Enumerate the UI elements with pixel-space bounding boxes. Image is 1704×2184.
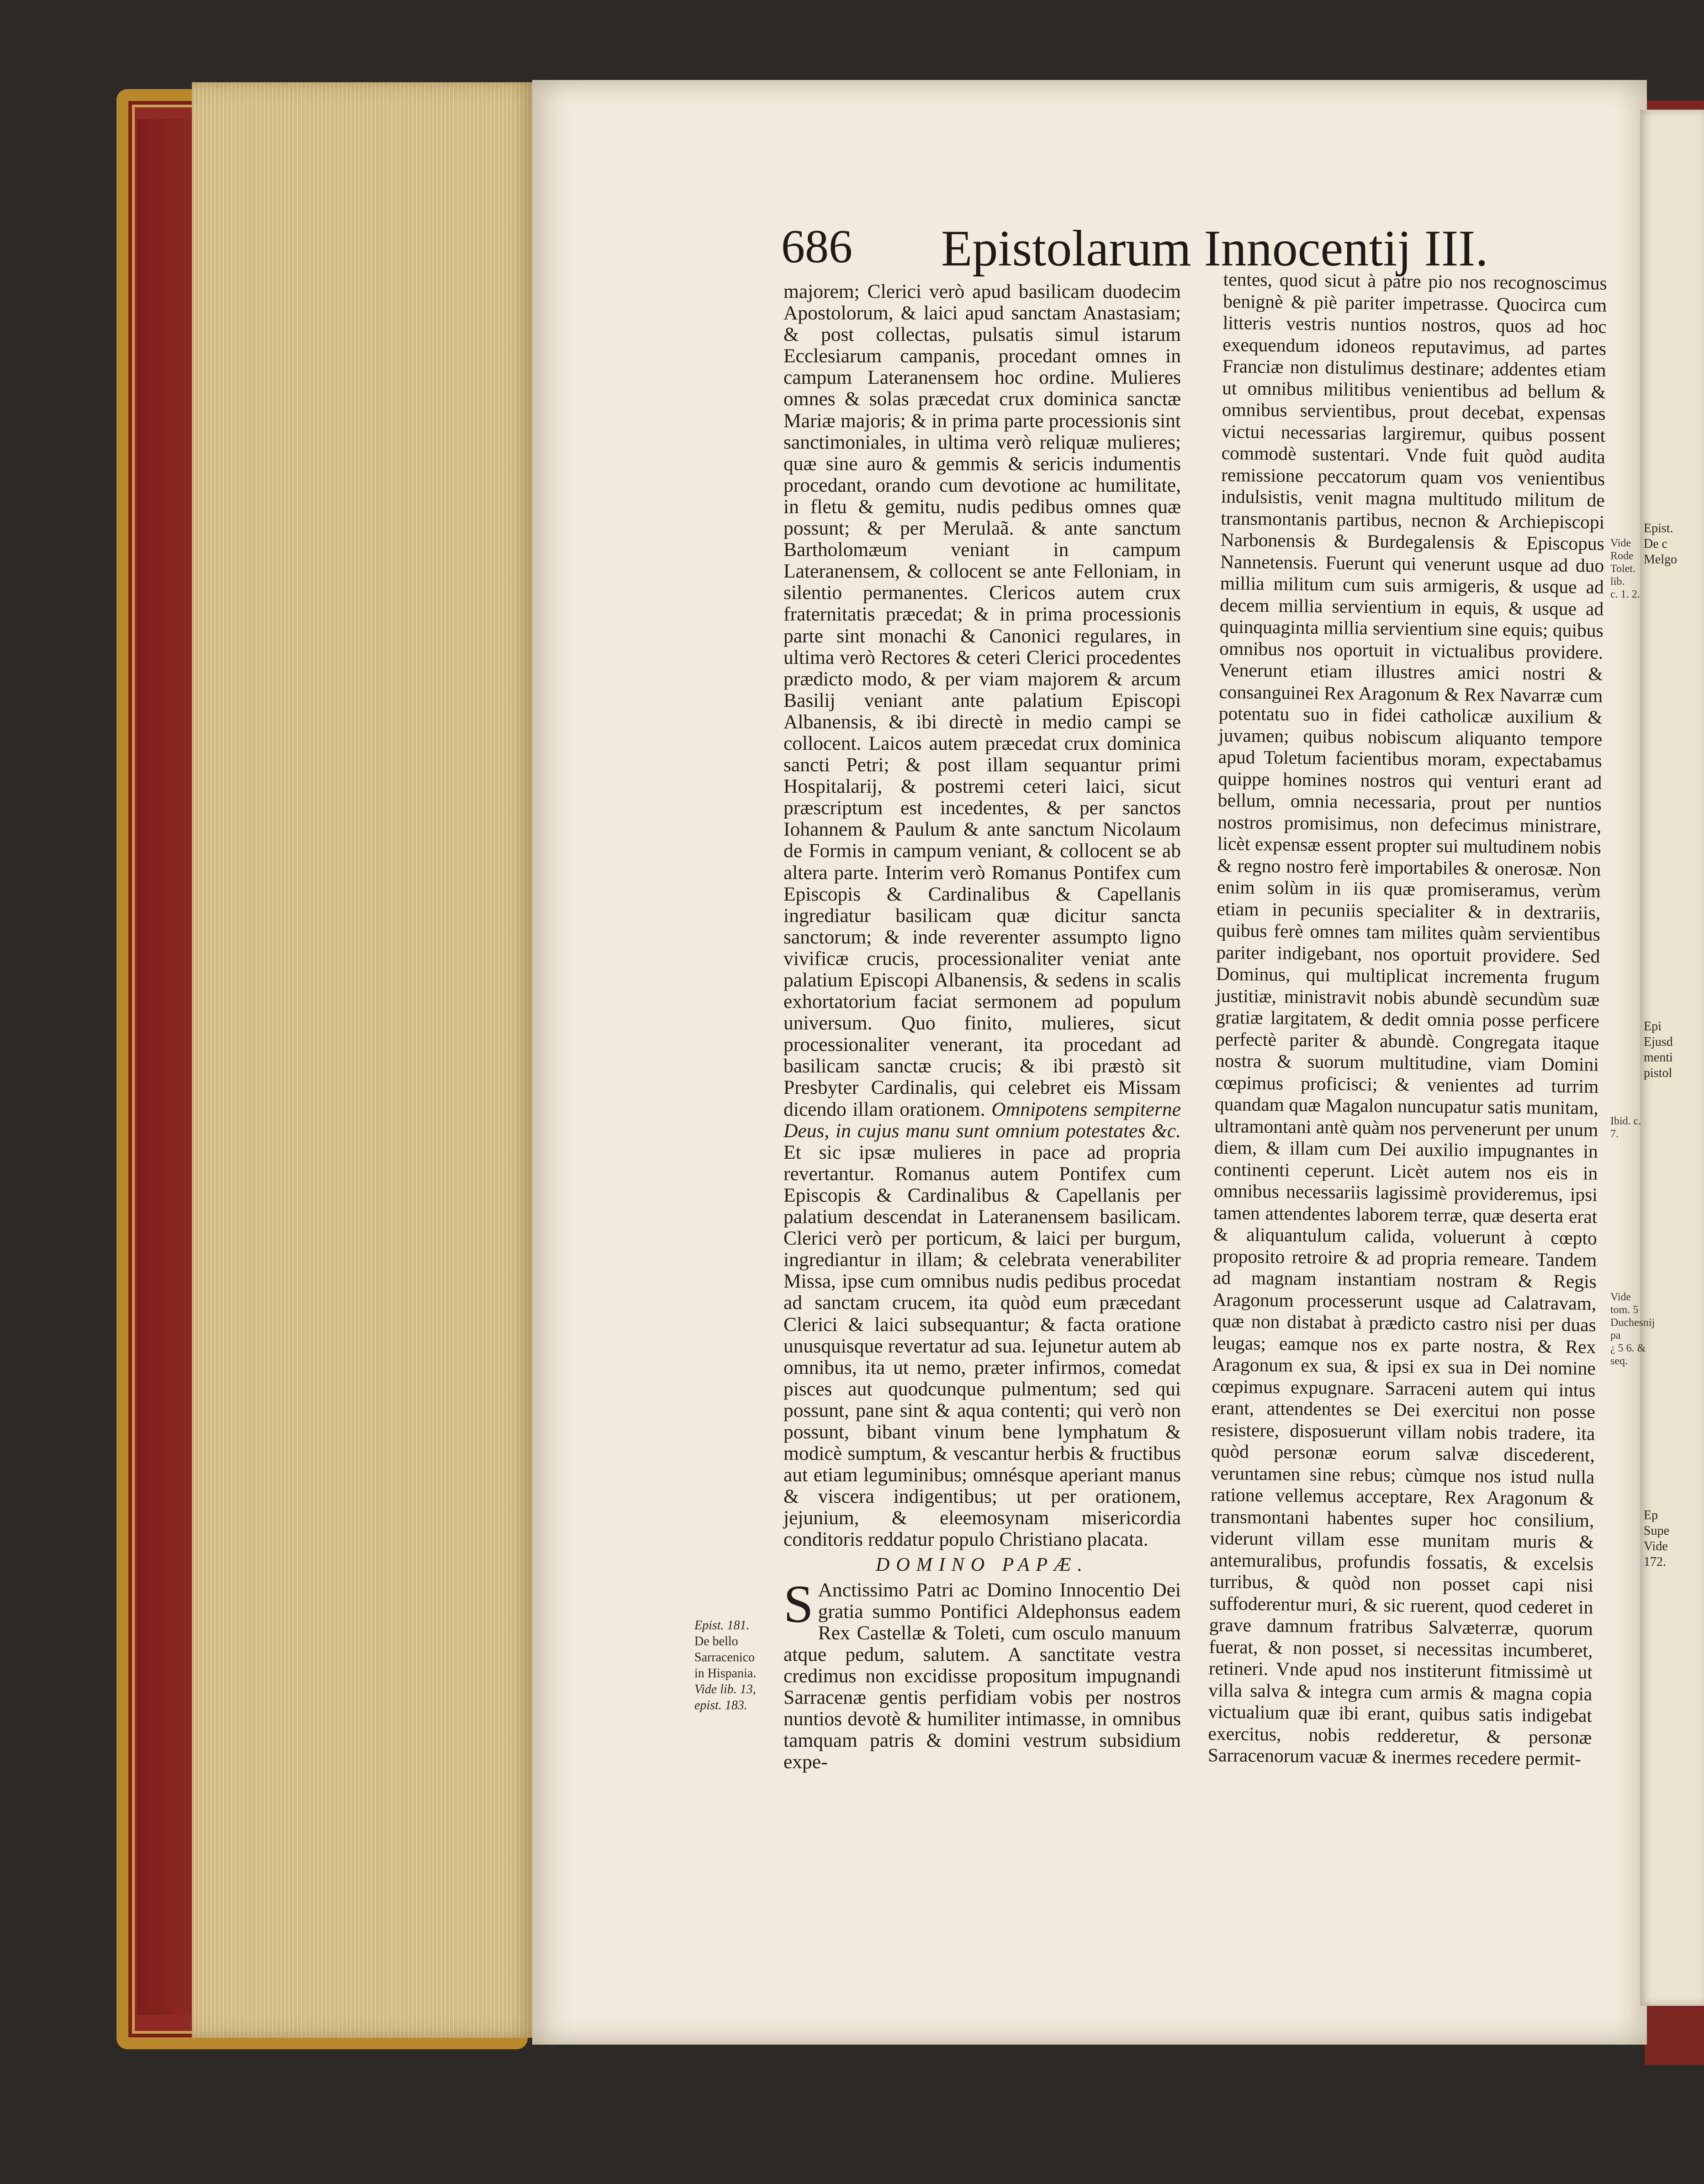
next-page-note-3 — [1644, 1508, 1669, 1570]
note-line: Vide tom. 5 — [1610, 1291, 1639, 1316]
note-line: Vide lib. 13, epist. 183. — [694, 1682, 756, 1712]
np-line: Vide — [1644, 1539, 1668, 1553]
italic-prayer: Omnipotens sempiterne Deus, in cujus manu sunt omnium potestates &c. — [783, 1098, 1181, 1142]
text-column-right — [1208, 269, 1607, 1770]
np-line: Melgo — [1644, 552, 1678, 567]
next-page-note-2 — [1644, 1019, 1673, 1081]
note-line: Ibid. c. 7. — [1610, 1115, 1641, 1140]
note-line: Epist. 181. — [694, 1618, 750, 1633]
page-block-edges — [192, 82, 534, 2038]
body-text: majorem; Clerici verò apud basilicam duodecim Apostolorum, & laici apud sanctam Anastasiam; & post collectas, pulsatis simul istarum Ecclesiarum campanis, procedant omnes in campum Lateranensem hoc ordine. Mulieres omnes & solas præcedat crux dominica sanctæ Mariæ majoris; & in prima parte processionis sint sanctimoniales, in ultima verò reliquæ mulieres; quæ sine auro & gemmis & sericis indumentis procedant, orando cum devotione ac humilitate, in fletu & gemitu, nudis pedibus omnes quæ possunt; & per Merulaã. & ante sanctum Bartholomæum veniant in campum Lateranensem, & collocent se ante Felloniam, in silentio permanentes. Clericos autem crux fraternitatis præcedat; & in prima processionis parte sint monachi & Canonici regulares, in ultima verò Rectores & ceteri Clerici procedentes prædicto modo, & per viam majorem & arcum Basilij veniant ante palatium Episcopi Albanensis, & ibi directè in medio campi se collocent. Laicos autem præcedat crux dominica sancti Petri; & post illam sequantur primi Hospitalarij, & postremi ceteri laici, sicut præscriptum est incedentes, & per sanctos Iohannem & Paulum & ante sanctum Nicolaum de Formis in campum veniant, & collocent se ab altera parte. Interim verò Romanus Pontifex cum Episcopis & Cardinalibus & Capellanis ingrediatur basilicam quæ dicitur sancta sanctorum; & inde reverenter assumpto ligno vivificæ crucis, processionaliter veniat ante palatium Episcopi Albanensis, & sedens in scalis exhortatorium faciat sermonem ad populum universum. Quo finito, mulieres, sicut processionaliter venerant, ita procedant ad basilicam sanctæ crucis; & ibi præstò sit Presbyter Cardinalis, qui celebret eis Missam dicendo illam orationem. — [783, 281, 1181, 1120]
drop-cap: S — [783, 1574, 814, 1634]
np-line: 172. — [1644, 1555, 1666, 1569]
letter-text: Anctissimo Patri ac Domino Innocentio Dei gratia summo Pontifici Aldephonsus eadem Rex Castellæ & Toleti, cum osculo manuum atque pedum, salutem. A sanctitate vestra credimus non excidisse propositum impugnandi Sarracenæ gentis perfidiam vobis per nostros nuntios devotè & humiliter intimasse, in omnibus tamquam patris & domini vestrum subsidium expe- — [783, 1579, 1181, 1773]
note-line: Vide Rode — [1610, 537, 1634, 562]
note-line: ¿ 5 6. & seq. — [1610, 1342, 1646, 1367]
note-line: c. 1. 2. — [1610, 588, 1640, 600]
note-line: De bello Sarracenico in Hispania. — [694, 1634, 757, 1680]
np-line: Ep — [1644, 1508, 1658, 1522]
margin-note-right-2 — [1610, 1115, 1651, 1140]
body-text: Et sic ipsæ mulieres in pace ad propria revertantur. Romanus autem Pontifex cum Episcopis & Cardinalibus & Capellanis per palatium descendat in Lateranensem basilicam. Clerici verò per porticum, & laici per burgum, ingrediantur in illam; & celebrata venerabiliter Missa, ipse cum omnibus nudis pedibus procedat ad sanctam crucem, ita quòd eum præcedant Clerici & laici subsequantur; & facta oratione unusquisque revertatur ad sua. Iejunetur autem ab omnibus, ita ut nemo, præter infirmos, comedat pisces aut quodcunque pulmentum; sed qui possunt, pane sint & aqua contenti; qui verò non possunt, bibant vinum bene lymphatum & modicè sumptum, & vescantur herbis & fructibus aut etiam leguminibus; omnésque aperiant manus & viscera indigentibus; ut per orationem, jejunium, & eleemosynam misericordia conditoris reddatur populo Christiano placata. — [783, 1141, 1181, 1551]
np-line: Epi — [1644, 1019, 1662, 1034]
margin-note-right-3 — [1610, 1291, 1655, 1368]
paragraph: tentes, quod sicut à patre pio nos recognoscimus benignè & piè pariter impetrasse. Quocirca cum litteris vestris nuntios nostros, quos ad hoc exequendum idoneos reputavimus, ad partes Franciæ non distulimus destinare; addentes etiam ut omnibus militibus venientibus ad bellum & omnibus servientibus, prout decebat, expensas victui necessarias largiremur, quibus possent commodè sustentari. Vnde fuit quòd audita remissione peccatorum quam vos venientibus indulsistis, venit magna multitudo militum de transmontanis partibus, necnon & Archiepiscopi Narbonensis & Burdegalensis & Episcopus Nannetensis. Fuerunt qui venerunt usque ad duo millia militum cum suis armigeris, & usque ad decem millia servientium in equis, & usque ad quinquaginta millia servientium sine equis; quibus omnibus nos oportuit in victualibus providere. Venerunt etiam illustres amici nostri & consanguinei Rex Aragonum & Rex Navarræ cum potentatu suo in fidei catholicæ auxilium & juvamen; quibus nobiscum aliquanto tempore apud Toletum facientibus moram, expectabamus quippe homines nostros qui venturi erant ad bellum, omnia necessaria, prout per nuntios nostros promisimus, non defecimus ministrare, licèt expensæ essent propter sui multudinem nobis & regno nostro ferè importabiles & onerosæ. Non enim solùm in iis quæ promiseramus, verùm etiam in pecuniis specialiter & in dextrariis, quibus ferè omnes tam milites quàm servientibus pariter indigebant, nos oportuit providere. Sed Dominus, qui multiplicat incrementa frugum justitiæ, ministravit nobis abundè secundùm suæ gratiæ largitatem, & dedit omnia posse perficere perfectè pariter & abundè. Congregata itaque nostra & suorum multitudine, viam Domini cœpimus proficisci; & venientes ad turrim quandam quæ Magalon nuncupatur satis munitam, ultramontani antè quàm nos pervenerunt per unum diem, & illam cum Dei auxilio impugnantes in continenti ceperunt. Licèt autem nos eis in omnibus necessariis lagissimè provideremus, ipsi tamen attendentes laborem terræ, quæ deserta erat & aliquantulum calida, voluerunt à cœpto proposito retroire & ad propria remeare. Tandem ad magnam instantiam nostram & Regis Aragonum processerunt usque ad Calatravam, quæ non distabat à prædicto castro nisi per duas leugas; eamque nos ex parte nostra, & Rex Aragonum ex sua, & ipsi ex sua in Dei nomine cœpimus expugnare. Sarraceni autem qui intus erant, attendentes se Dei exercitui non posse resistere, disposuerunt villam nobis tradere, ita quòd personæ eorum salvæ discederent, veruntamen sine rebus; cùmque nos istud nulla ratione vellemus acceptare, Rex Aragonum & transmontani habentes super hoc consilium, viderunt villam esse munitam muris & antemuralibus, profundis fossatis, & excelsis turribus, & quòd non posset capi nisi suffoderentur muri, & sic ruerent, quod cederet in grave damnum fratribus Salvæterræ, quorum fuerat, & non posset, si necessitas incumberet, retineri. Vnde apud nos institerunt fitmissimè ut villa salva & integra cum armis & magna copia victualium quæ ibi erant, quibus satis indigebat exercitus, nobis redderetur, & personæ Sarracenorum vacuæ & inermes recedere permit- — [1207, 269, 1607, 1770]
letter-paragraph — [783, 1574, 1181, 1773]
note-line: Duchesnij pa — [1610, 1317, 1655, 1341]
margin-note-left — [694, 1617, 767, 1713]
next-page-fragment — [1640, 110, 1704, 2006]
letter-heading: DOMINO PAPÆ. — [876, 1554, 1089, 1575]
paragraph — [783, 281, 1181, 1551]
np-line: menti — [1644, 1050, 1673, 1065]
note-line: Tolet. lib. — [1610, 563, 1635, 588]
page-title: Epistolarum Innocentij III. — [941, 220, 1488, 277]
np-line: De c — [1644, 537, 1668, 551]
np-line: Supe — [1644, 1524, 1669, 1538]
page-number: 686 — [781, 220, 852, 273]
margin-note-right-1 — [1610, 537, 1651, 601]
text-column-left — [783, 281, 1181, 1773]
np-line: pistol — [1644, 1066, 1672, 1080]
np-line: Ejusd — [1644, 1035, 1673, 1049]
np-line: Epist. — [1644, 521, 1673, 535]
